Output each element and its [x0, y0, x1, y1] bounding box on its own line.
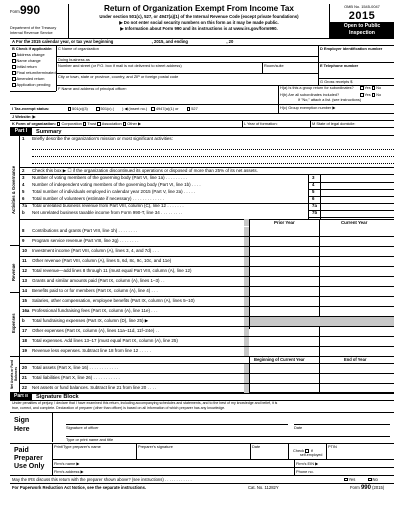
- line-21-beginning-year[interactable]: [251, 374, 318, 382]
- b-address-change[interactable]: Address change: [12, 52, 45, 57]
- line-10-current-year[interactable]: [321, 247, 393, 255]
- line-13-prior-year[interactable]: [251, 277, 318, 285]
- discuss-no[interactable]: No: [368, 477, 378, 482]
- line-7a-text: Total unrelated business revenue from Part VIII, column (C), line 12 . . . . . . .: [32, 203, 184, 208]
- line-21-text: Total liabilities (Part X, line 26) . . . . . . . . . . .: [32, 375, 120, 380]
- line-17-prior-year[interactable]: [251, 327, 318, 335]
- discuss-question: May the IRS discuss this return with the preparer shown above? (see instructions) . . . . . . . . . . . .: [12, 476, 192, 482]
- b-amended-return[interactable]: Amended return: [12, 76, 44, 81]
- org-name-label: C Name of organization: [58, 45, 99, 51]
- line-16a-number: 16a: [22, 308, 30, 313]
- signature-date-field[interactable]: [294, 416, 390, 424]
- line-13-text: Grants and similar amounts paid (Part IX, column (A), lines 1–3) . .: [32, 278, 165, 283]
- line-7b-text: Net unrelated business taxable income from Form 990-T, line 34 . . . . . . . . .: [32, 210, 183, 215]
- line-11-number: 11: [22, 258, 27, 263]
- h-a-question: H(a) Is this a group return for subordinates? Yes No: [280, 86, 382, 90]
- open-to-public-line2: Inspection: [349, 30, 375, 36]
- line-3-amount[interactable]: [322, 175, 394, 182]
- room-suite-label: Room/suite: [264, 62, 284, 68]
- line-18-text: Total expenses. Add lines 13–17 (must equal Part IX, column (A), line 25): [32, 338, 178, 343]
- h-b-question: H(b) Are all subordinates included? Yes No: [280, 93, 382, 97]
- omb-block: [330, 4, 394, 38]
- line-15-current-year[interactable]: [321, 297, 393, 305]
- line-3-box-number: 3: [312, 175, 315, 180]
- form-title-block: [70, 4, 328, 38]
- form-subtitle-2: ▶ Do not enter social security numbers on this form as it may be made public.: [119, 20, 279, 25]
- line-7a-box-number: 7a: [312, 203, 317, 208]
- tax-year-line-label: A For the 2015 calendar year, or tax year beginning: [12, 39, 114, 44]
- line-7b-number: b: [22, 210, 25, 215]
- k-trust[interactable]: Trust: [83, 121, 96, 126]
- line-2-number: 2: [22, 168, 25, 173]
- sidebar-expenses: Expenses: [11, 313, 16, 334]
- preparer-date-label: Date: [252, 444, 261, 449]
- line-16a-prior-year[interactable]: [251, 307, 318, 315]
- irs-label: Internal Revenue Service: [10, 31, 53, 35]
- line-6-text: Total number of volunteers (estimate if necessary) . . . . . . . . . . . . .: [32, 196, 165, 201]
- line-4-amount[interactable]: [322, 182, 394, 189]
- section-b-label: B Check if applicable:: [12, 46, 53, 51]
- penalty-statement-2: true, correct, and complete. Declaration of preparer (other than officer) is based on all information of which preparer has any knowledge.: [12, 406, 226, 410]
- line-6-number: 6: [22, 196, 25, 201]
- catalog-number: Cat. No. 11282Y: [248, 485, 279, 490]
- firm-name-label: Firm's name ▶: [54, 461, 80, 466]
- sidebar-activities-governance: Activities & Governance: [11, 165, 16, 215]
- h-b-note: If "No," attach a list. (see instructions): [298, 98, 362, 102]
- line-3-text: Number of voting members of the governing body (Part VI, line 1a) . . . . . . . . .: [32, 175, 188, 180]
- b-final-return[interactable]: Final return/terminated: [12, 70, 56, 75]
- line-5-number: 5: [22, 189, 25, 194]
- self-employed-check[interactable]: Check if: [293, 448, 313, 453]
- here-label: Here: [14, 426, 30, 433]
- tax-year-line: [12, 39, 233, 44]
- street-label: Number and street (or P.O. box if mail is not delivered to street address): [58, 62, 182, 68]
- line-14-number: 14: [22, 288, 27, 293]
- omb-number: OMB No. 1545-0047: [344, 4, 380, 9]
- type-print-name-label: Type or print name and title: [66, 437, 114, 442]
- line-16b-number: b: [22, 318, 25, 323]
- line-5-box-number: 5: [312, 189, 315, 194]
- line-15-prior-year[interactable]: [251, 297, 318, 305]
- signature-date-label: Date: [294, 425, 303, 430]
- line-9-current-year[interactable]: [321, 237, 393, 245]
- line-18-number: 18: [22, 338, 27, 343]
- line-19-prior-year[interactable]: [251, 347, 318, 355]
- line-14-current-year[interactable]: [321, 287, 393, 295]
- line-21-end-of-year[interactable]: [321, 374, 393, 382]
- line-18-current-year[interactable]: [321, 337, 393, 345]
- line-12-number: 12: [22, 268, 27, 273]
- line-7a-amount[interactable]: [322, 203, 394, 210]
- ein-label: D Employer identification number: [320, 45, 383, 51]
- preparer-name-label: Print/Type preparer's name: [54, 444, 101, 449]
- sidebar-revenue: Revenue: [11, 263, 16, 281]
- form-title: Return of Organization Exempt From Income Tax: [103, 4, 294, 13]
- h-c-group-exemption: H(c) Group exemption number ▶: [280, 105, 336, 110]
- k-corporation[interactable]: Corporation: [57, 121, 82, 126]
- sign-label: Sign: [14, 417, 30, 424]
- line-17-text: Other expenses (Part IX, column (A), lines 11a–11d, 11f–24e) . .: [32, 328, 160, 333]
- form-subtitle-3: ▶ Information about Form 990 and its instructions is at www.irs.gov/form990.: [120, 26, 278, 31]
- k-association[interactable]: Association: [97, 121, 121, 126]
- line-1-text: Briefly describe the organization's mission or most significant activities:: [32, 136, 173, 141]
- line-22-beginning-year[interactable]: [251, 384, 318, 392]
- check-if-applicable: [10, 45, 56, 91]
- part-1-tag: Part I: [10, 128, 32, 135]
- line-6-amount[interactable]: [322, 196, 394, 203]
- line-17-current-year[interactable]: [321, 327, 393, 335]
- self-employed-label: self-employed: [300, 453, 323, 457]
- line-8-current-year[interactable]: [321, 227, 393, 235]
- line-8-prior-year[interactable]: [251, 227, 318, 235]
- line-6-box-number: 6: [312, 196, 315, 201]
- form-of-organization: K Form of organization: Corporation Trust Association Other ▶: [12, 121, 142, 126]
- line-11-current-year[interactable]: [321, 257, 393, 265]
- end-of-year-header: End of Year: [344, 357, 367, 362]
- tax-exempt-status: I Tax-exempt status: 501(c)(3) 501(c) ( ) ◀ (insert no.) 4947(a)(1) or 527: [12, 106, 198, 111]
- principal-officer-label: F Name and address of principal officer:: [58, 86, 127, 91]
- line-17-number: 17: [22, 328, 27, 333]
- line-22-number: 22: [22, 385, 27, 390]
- tax-year-line-end: , 20: [226, 39, 234, 44]
- footer-form-id: Form 990 (2015): [350, 484, 385, 491]
- part-1-title: Summary: [36, 128, 62, 135]
- form-990-page: [10, 4, 394, 514]
- line-9-prior-year[interactable]: [251, 237, 318, 245]
- paperwork-notice: For Paperwork Reduction Act Notice, see the separate instructions.: [12, 485, 147, 490]
- line-9-text: Program service revenue (Part VIII, line 2g) . . . . . . . .: [32, 238, 139, 243]
- gross-receipts-label: G Gross receipts $: [320, 79, 353, 84]
- line-16b-shaded: [250, 317, 394, 327]
- current-year-header: Current Year: [341, 220, 368, 225]
- line-16a-text: Professional fundraising fees (Part IX, column (A), line 11e) . . .: [32, 308, 158, 313]
- line-10-text: Investment income (Part VIII, column (A), lines 3, 4, and 7d) . . .: [32, 248, 159, 253]
- org-name-field[interactable]: [58, 50, 316, 55]
- form-number-block: [10, 4, 68, 38]
- line-5-amount[interactable]: [322, 189, 394, 196]
- ein-field[interactable]: [320, 51, 392, 61]
- state-domicile-label: M State of legal domicile:: [312, 121, 356, 126]
- form-number: 990: [20, 3, 41, 17]
- line-12-current-year[interactable]: [321, 267, 393, 275]
- officer-signature-field[interactable]: [66, 416, 288, 424]
- line-16b-text: Total fundraising expenses (Part IX, column (D), line 25) ▶: [32, 318, 149, 323]
- line-5-text: Total number of individuals employed in calendar year 2015 (Part V, line 2a) . . . . .: [32, 189, 196, 194]
- tax-year-line-mid: , 2015, and ending: [151, 39, 188, 44]
- firm-address-label: Firm's address ▶: [54, 469, 84, 474]
- b-name-change[interactable]: Name change: [12, 58, 41, 63]
- line-16a-current-year[interactable]: [321, 307, 393, 315]
- line-22-end-of-year[interactable]: [321, 384, 393, 392]
- paid-label: Paid: [14, 447, 29, 454]
- part-2-tag: Part II: [10, 393, 32, 400]
- preparer-label: Preparer: [14, 455, 43, 462]
- line-2-text[interactable]: Check this box ▶ ☐ if the organization discontinued its operations or disposed of more than 25% of its net assets.: [32, 168, 258, 173]
- department-label: Department of the Treasury: [10, 26, 57, 30]
- line-4-number: 4: [22, 182, 25, 187]
- dba-label: Doing business as: [58, 56, 90, 62]
- line-11-prior-year[interactable]: [251, 257, 318, 265]
- line-1-number: 1: [22, 136, 25, 141]
- ptin-label: PTIN: [328, 444, 337, 449]
- line-14-prior-year[interactable]: [251, 287, 318, 295]
- line-13-current-year[interactable]: [321, 277, 393, 285]
- k-other[interactable]: Other ▶: [123, 121, 141, 126]
- status-501c[interactable]: 501(c) (: [96, 106, 114, 111]
- phone-label: Phone no.: [296, 469, 314, 474]
- line-22-text: Net assets or fund balances. Subtract line 21 from line 20 . . . .: [32, 385, 157, 390]
- status-4947[interactable]: 4947(a)(1) or: [151, 106, 178, 111]
- city-label: City or town, state or province, country, and ZIP or foreign postal code: [58, 73, 179, 79]
- line-13-number: 13: [22, 278, 27, 283]
- line-4-box-number: 4: [312, 182, 315, 187]
- year-of-formation-label: L Year of formation:: [244, 121, 278, 126]
- line-8-text: Contributions and grants (Part VIII, line 1h) . . . . . . . .: [32, 228, 138, 233]
- tax-year: 2015: [348, 10, 376, 22]
- line-12-prior-year[interactable]: [251, 267, 318, 275]
- line-7b-box-number: 7b: [312, 210, 318, 215]
- preparer-signature-label: Preparer's signature: [138, 444, 173, 449]
- line-18-prior-year[interactable]: [251, 337, 318, 345]
- line-15-text: Salaries, other compensation, employee benefits (Part IX, column (A), lines 5–10): [32, 298, 195, 303]
- line-20-beginning-year[interactable]: [251, 364, 318, 372]
- prior-year-header: Prior Year: [274, 220, 295, 225]
- line-12-text: Total revenue—add lines 8 through 11 (must equal Part VIII, column (A), line 12): [32, 268, 192, 273]
- part-2-title: Signature Block: [36, 393, 79, 400]
- sidebar-net-assets: Net Assets or Fund Balances: [10, 359, 18, 389]
- use-only-label: Use Only: [14, 463, 45, 470]
- line-19-current-year[interactable]: [321, 347, 393, 355]
- line-21-number: 21: [22, 375, 27, 380]
- open-to-public-line1: Open to Public: [343, 23, 381, 29]
- line-20-end-of-year[interactable]: [321, 364, 393, 372]
- line-14-text: Benefits paid to or for members (Part IX, column (A), line 4) . . .: [32, 288, 158, 293]
- status-501c3[interactable]: 501(c)(3): [68, 106, 88, 111]
- form-subtitle-1: Under section 501(c), 527, or 4947(a)(1) of the Internal Revenue Code (except private foundations): [99, 14, 299, 19]
- penalty-statement-1: Under penalties of perjury, I declare that I have examined this return, including accompanying schedules and statements, and to the best of my knowledge and belief, it is: [12, 401, 278, 405]
- beginning-year-header: Beginning of Current Year: [254, 357, 305, 362]
- section-c: [56, 45, 318, 85]
- line-11-text: Other revenue (Part VIII, column (A), lines 5, 6d, 8c, 9c, 10c, and 11e): [32, 258, 172, 263]
- line-3-number: 3: [22, 175, 25, 180]
- telephone-label: E Telephone number: [320, 62, 359, 68]
- line-9-number: 9: [22, 238, 25, 243]
- status-527[interactable]: 527: [187, 106, 198, 111]
- signature-of-officer-label: Signature of officer: [66, 425, 99, 430]
- line-20-text: Total assets (Part X, line 16) . . . . . . . . . . . .: [32, 365, 119, 370]
- line-19-number: 19: [22, 348, 27, 353]
- section-h: [278, 85, 394, 113]
- discuss-yes[interactable]: Yes: [344, 477, 355, 482]
- line-7a-number: 7a: [22, 203, 27, 208]
- line-8-number: 8: [22, 228, 25, 233]
- b-application-pending[interactable]: Application pending: [12, 82, 50, 87]
- firm-ein-label: Firm's EIN ▶: [296, 461, 319, 466]
- website-label: J Website: ▶: [12, 114, 36, 119]
- line-20-number: 20: [22, 365, 27, 370]
- line-15-number: 15: [22, 298, 27, 303]
- line-10-prior-year[interactable]: [251, 247, 318, 255]
- form-label: Form: [10, 9, 20, 14]
- open-to-public-banner: [330, 23, 394, 38]
- section-d-e-g: [318, 45, 394, 85]
- line-19-text: Revenue less expenses. Subtract line 18 from line 12 . . . . .: [32, 348, 151, 353]
- line-10-number: 10: [22, 248, 27, 253]
- line-7b-amount[interactable]: [322, 210, 394, 217]
- b-initial-return[interactable]: Initial return: [12, 64, 37, 69]
- line-4-text: Number of independent voting members of the governing body (Part VI, line 1b) . . . .: [32, 182, 201, 187]
